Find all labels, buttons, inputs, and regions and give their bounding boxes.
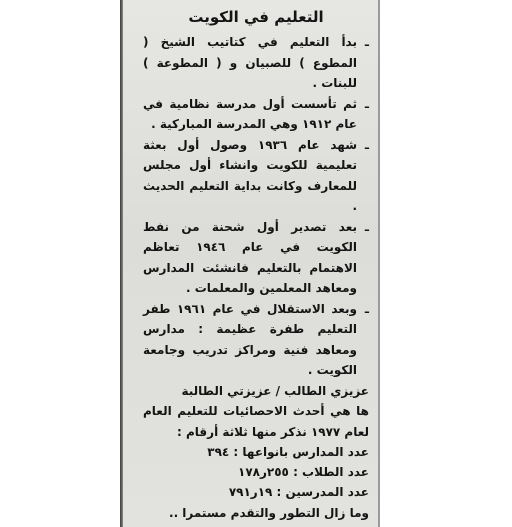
newspaper-clipping (123, 0, 378, 527)
bullet-dash: ـ (364, 137, 369, 152)
greeting-line: عزيزي الطالب / عزيزتي الطالبة (181, 383, 369, 398)
bullet-text: شهد عام ١٩٣٦ وصول أول بعثة تعليمية للكويت وانشاء أول مجلس للمعارف وكانت بداية التعليم الحديث . (143, 137, 357, 213)
article-title: التعليم في الكويت (188, 8, 324, 26)
history-bullet-4 (143, 217, 369, 299)
article-body (143, 4, 369, 524)
history-bullet-1 (143, 32, 369, 94)
bullet-dash: ـ (364, 35, 369, 49)
stat-students: عدد الطلاب : ٢٥٥ر١٧٨ (238, 465, 369, 479)
history-bullet-5 (143, 299, 369, 381)
closing-line: وما زال التطور والتقدم مستمرا .. (169, 506, 369, 520)
bullet-text: ثم تأسست أول مدرسة نظامية في عام ١٩١٢ وهي المدرسة المباركية . (143, 96, 357, 131)
bullet-text: وبعد الاستقلال في عام ١٩٦١ طفر التعليم طفرة عظيمة : مدارس ومعاهد فنية ومراكز تدريب وجامعة الكويت . (143, 301, 357, 377)
bullet-dash: ـ (364, 96, 369, 111)
bullet-text: بعد تصدير أول شحنة من نفط الكويت في عام ١٩٤٦ تعاظم الاهتمام بالتعليم فانشئت المدارس ومعاهد المعلمين والمعلمات . (143, 219, 357, 295)
bullet-dash: ـ (364, 219, 369, 234)
clipping-right-edge (378, 0, 380, 527)
stat-teachers: عدد المدرسين : ١٩ر٧٩١ (228, 485, 369, 499)
bullet-dash: ـ (364, 301, 369, 316)
bullet-text: بدأ التعليم في كتاتيب الشيخ ( المطوع ) للصبيان و ( المطوعة ) للبنات . (143, 35, 357, 90)
history-bullet-3 (143, 135, 369, 217)
statistics-intro: ها هي أحدث الاحصائيات للتعليم العام لعام ١٩٧٧ نذكر منها ثلاثة أرقام : (143, 404, 369, 439)
history-bullet-2 (143, 94, 369, 135)
stat-schools: عدد المدارس بانواعها : ٣٩٤ (207, 445, 369, 459)
